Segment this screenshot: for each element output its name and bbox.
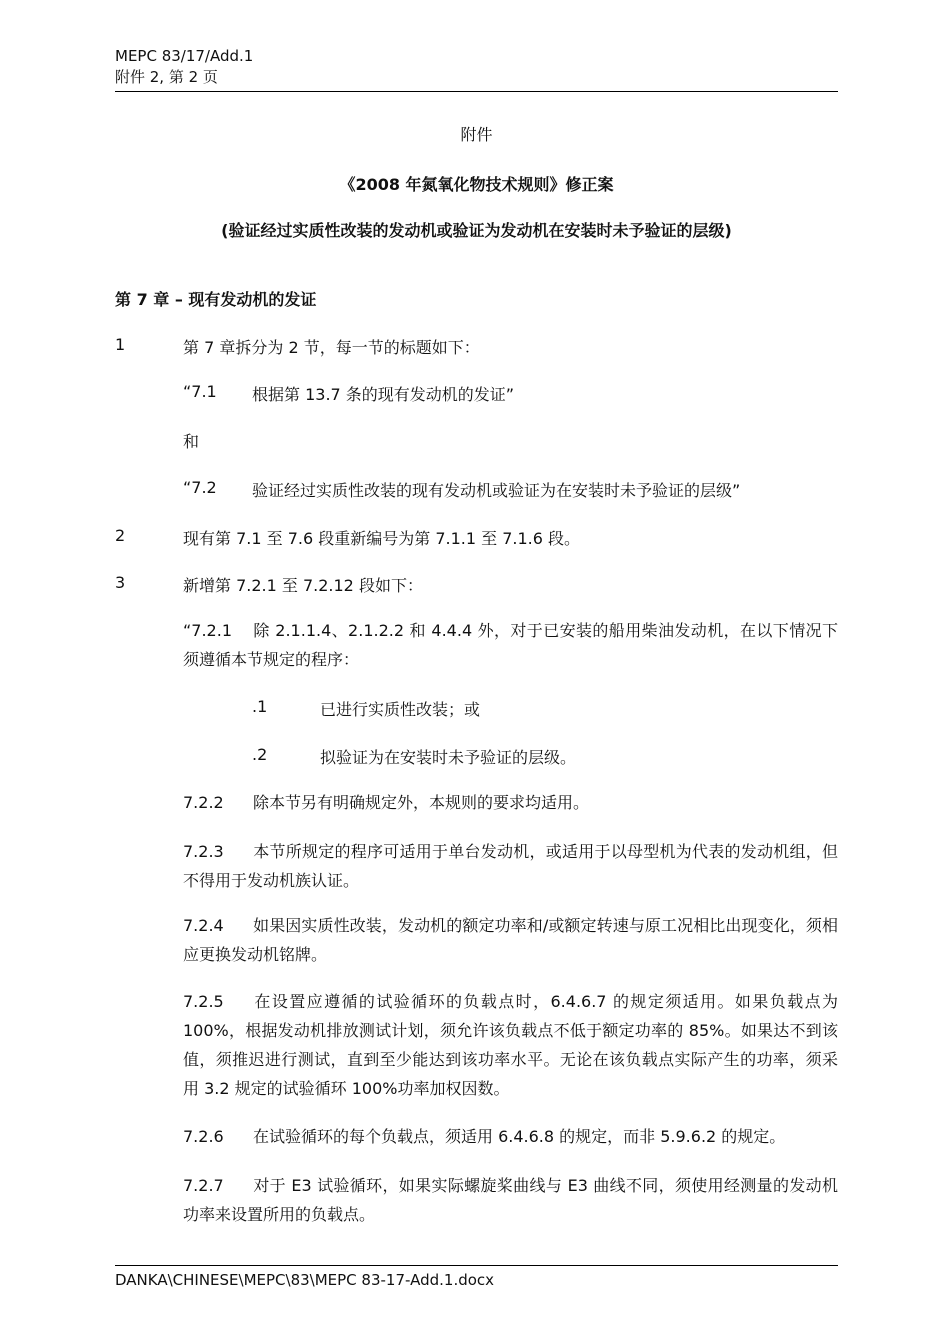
clause-text: 对于 E3 试验循环，如果实际螺旋桨曲线与 E3 曲线不同，须使用经测量的发动机功率来设置所用的负载点。 [183,1176,838,1224]
section-title: 根据第 13.7 条的现有发动机的发证” [252,385,515,404]
document-symbol: MEPC 83/17/Add.1 [115,47,254,65]
chapter-heading: 第 7 章 – 现有发动机的发证 [115,290,317,309]
main-title: 《2008 年氮氧化物技术规则》修正案 [339,175,614,194]
subtitle: (验证经过实质性改装的发动机或验证为发动机在安装时未予验证的层级) [221,221,732,240]
section-number: “7.2 [183,478,217,497]
clause-number: 7.2.5 [183,992,224,1011]
section-title: 验证经过实质性改装的现有发动机或验证为在安装时未予验证的层级” [252,481,741,500]
header-divider [115,91,838,92]
clause-7-2-6 [183,1122,838,1151]
page-reference: 附件 2, 第 2 页 [115,68,218,86]
clause-7-2-5 [183,987,838,1103]
clause-text: 除本节另有明确规定外，本规则的要求均适用。 [253,793,590,812]
conjunction-text: 和 [183,432,200,451]
clause-text: 如果因实质性改装，发动机的额定功率和/或额定转速与原工况相比出现变化，须相应更换发动机铭牌。 [183,916,838,964]
paragraph-text: 第 7 章拆分为 2 节，每一节的标题如下： [183,338,480,357]
clause-7-2-4 [183,911,838,969]
sub-item-text: 已进行实质性改装；或 [320,700,481,719]
clause-text: 在设置应遵循的试验循环的负载点时，6.4.6.7 的规定须适用。如果负载点为 100%，根据发动机排放测试计划，须允许该负载点不低于额定功率的 85%。如果达不到该值，须推迟进行测试，直到至少能达到该功率水平。无论在该负载点实际产生的功率，须采用 3.2 规定的试验循环 100%功率加权因数。 [183,992,838,1098]
clause-number: “7.2.1 [183,621,232,640]
clause-7-2-1 [183,616,838,674]
paragraph-text: 现有第 7.1 至 7.6 段重新编号为第 7.1.1 至 7.1.6 段。 [183,529,581,548]
clause-7-2-3 [183,837,838,895]
clause-number: 7.2.3 [183,842,224,861]
sub-item-text: 拟验证为在安装时未予验证的层级。 [320,748,577,767]
footer-file-path: DANKA\CHINESE\MEPC\83\MEPC 83-17-Add.1.docx [115,1271,495,1289]
clause-number: 7.2.4 [183,916,224,935]
clause-number: 7.2.2 [183,793,224,812]
sub-item-number: .1 [252,697,268,716]
clause-text: 本节所规定的程序可适用于单台发动机，或适用于以母型机为代表的发动机组，但不得用于发动机族认证。 [183,842,838,890]
annex-title: 附件 [460,125,493,144]
clause-7-2-2 [183,788,838,817]
clause-text: 除 2.1.1.4、2.1.2.2 和 4.4.4 外，对于已安装的船用柴油发动机，在以下情况下须遵循本节规定的程序： [183,621,838,669]
paragraph-text: 新增第 7.2.1 至 7.2.12 段如下： [183,576,423,595]
paragraph-number: 2 [115,526,126,545]
clause-7-2-7 [183,1171,838,1229]
clause-text: 在试验循环的每个负载点，须适用 6.4.6.8 的规定，而非 5.9.6.2 的规定。 [253,1127,786,1146]
footer-divider [115,1265,838,1266]
paragraph-number: 3 [115,573,126,592]
sub-item-number: .2 [252,745,268,764]
section-number: “7.1 [183,382,217,401]
clause-number: 7.2.6 [183,1127,224,1146]
paragraph-number: 1 [115,335,126,354]
clause-number: 7.2.7 [183,1176,224,1195]
